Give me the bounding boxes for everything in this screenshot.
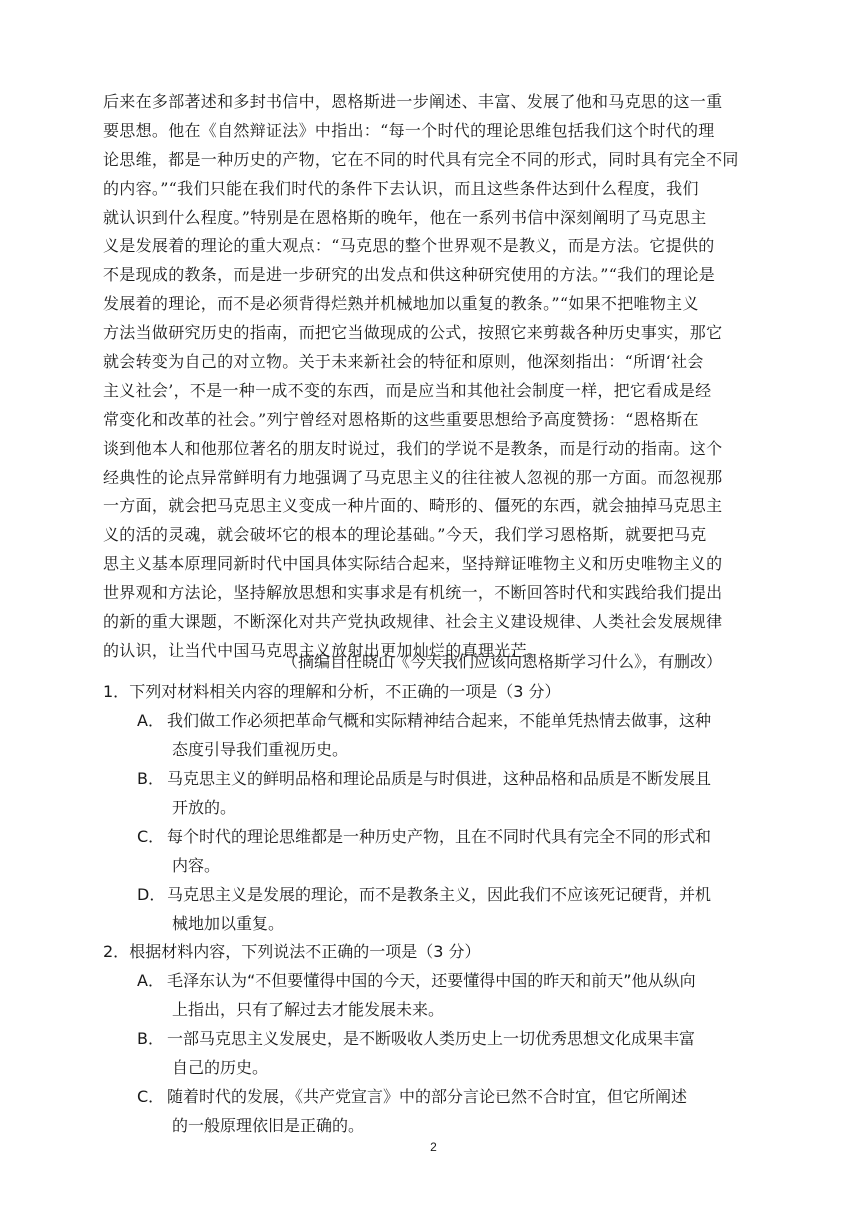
option-letter: A． bbox=[137, 971, 164, 990]
passage-line: 思主义基本原理同新时代中国具体实际结合起来，坚持辩证唯物主义和历史唯物主义的 bbox=[103, 554, 723, 574]
passage-line: 的新的重大课题，不断深化对共产党执政规律、社会主义建设规律、人类社会发展规律 bbox=[103, 612, 723, 632]
question-stem bbox=[103, 678, 783, 706]
question-number: 1． bbox=[103, 682, 130, 701]
option-b bbox=[137, 764, 783, 822]
option-text: 马克思主义的鲜明品格和理论品质是与时俱进，这种品格和品质是不断发展且 bbox=[167, 769, 712, 788]
passage-line: 的内容。”“我们只能在我们时代的条件下去认识，而且这些条件达到什么程度，我们 bbox=[103, 178, 699, 198]
page-number: 2 bbox=[430, 1140, 437, 1154]
option-c bbox=[137, 822, 783, 880]
questions-section bbox=[103, 678, 783, 1140]
option-text-continued: 开放的。 bbox=[172, 798, 237, 817]
option-a bbox=[137, 966, 783, 1024]
passage-line: 谈到他本人和他那位著名的朋友时说过，我们的学说不是教条，而是行动的指南。这个 bbox=[103, 438, 723, 458]
passage-line: 一方面，就会把马克思主义变成一种片面的、畸形的、僵死的东西，就会抽掉马克思主 bbox=[103, 496, 723, 516]
option-text-continued: 内容。 bbox=[172, 856, 221, 875]
option-c bbox=[137, 1082, 783, 1140]
option-letter: D． bbox=[137, 885, 166, 904]
passage-line: 的认识，让当代中国马克思主义放射出更加灿烂的真理光芒。 bbox=[103, 640, 544, 660]
passage-line: 义是发展着的理论的重大观点：“马克思的整个世界观不是教义，而是方法。它提供的 bbox=[103, 236, 715, 256]
option-text-continued: 上指出，只有了解过去才能发展未来。 bbox=[172, 1000, 445, 1019]
option-letter: B． bbox=[137, 769, 164, 788]
option-text-continued: 械地加以重复。 bbox=[172, 914, 285, 933]
option-b bbox=[137, 1024, 783, 1082]
option-a bbox=[137, 706, 783, 764]
passage-line: 不是现成的教条，而是进一步研究的出发点和供这种研究使用的方法。”“我们的理论是 bbox=[103, 265, 716, 285]
passage-line: 要思想。他在《自然辩证法》中指出：“每一个时代的理论思维包括我们这个时代的理 bbox=[103, 120, 715, 140]
option-letter: C． bbox=[137, 827, 165, 846]
passage-line: 主义社会’，不是一种一成不变的东西，而是应当和其他社会制度一样，把它看成是经 bbox=[103, 380, 712, 400]
option-text-continued: 态度引导我们重视历史。 bbox=[172, 740, 349, 759]
passage-line: 义的活的灵魂，就会破坏它的根本的理论基础。”今天，我们学习恩格斯，就要把马克 bbox=[103, 525, 707, 545]
option-d bbox=[137, 880, 783, 938]
source-citation: （摘编自任晓山《今天我们应该向恩格斯学习什么》，有删改） bbox=[282, 652, 723, 671]
question-stem bbox=[103, 938, 783, 966]
option-text: 毛泽东认为“不但要懂得中国的今天，还要懂得中国的昨天和前天”他从纵向 bbox=[167, 971, 696, 990]
passage-line: 就会转变为自己的对立物。关于未来新社会的特征和原则，他深刻指出：“所谓‘社会 bbox=[103, 352, 704, 372]
passage-line: 就认识到什么程度。”特别是在恩格斯的晚年，他在一系列书信中深刻阐明了马克思主 bbox=[103, 207, 707, 227]
option-text: 随着时代的发展，《共产党宣言》中的部分言论已然不合时宜，但它所阐述 bbox=[167, 1087, 688, 1106]
option-text: 每个时代的理论思维都是一种历史产物，且在不同时代具有完全不同的形式和 bbox=[167, 827, 712, 846]
passage-line: 常变化和改革的社会。”列宁曾经对恩格斯的这些重要思想给予高度赞扬：“恩格斯在 bbox=[103, 409, 699, 429]
passage-text bbox=[103, 88, 769, 666]
option-text: 我们做工作必须把革命气概和实际精神结合起来，不能单凭热情去做事，这种 bbox=[167, 711, 712, 730]
option-text: 马克思主义是发展的理论，而不是教条主义，因此我们不应该死记硬背，并机 bbox=[167, 885, 712, 904]
question-text: 下列对材料相关内容的理解和分析，不正确的一项是（3 分） bbox=[129, 682, 561, 701]
question-text: 根据材料内容，下列说法不正确的一项是（3 分） bbox=[129, 942, 481, 961]
question-1 bbox=[103, 678, 783, 938]
passage-line: 经典性的论点异常鲜明有力地强调了马克思主义的往往被人忽视的那一方面。而忽视那 bbox=[103, 467, 723, 487]
passage-line: 论思维，都是一种历史的产物，它在不同的时代具有完全不同的形式，同时具有完全不同 bbox=[103, 149, 739, 169]
option-letter: B． bbox=[137, 1029, 164, 1048]
passage-line: 发展着的理论，而不是必须背得烂熟并机械地加以重复的教条。”“如果不把唯物主义 bbox=[103, 294, 699, 314]
option-text: 一部马克思主义发展史，是不断吸收人类历史上一切优秀思想文化成果丰富 bbox=[167, 1029, 696, 1048]
option-letter: A． bbox=[137, 711, 164, 730]
question-number: 2． bbox=[103, 942, 130, 961]
option-letter: C． bbox=[137, 1087, 165, 1106]
passage-line: 方法当做研究历史的指南，而把它当做现成的公式，按照它来剪裁各种历史事实，那它 bbox=[103, 323, 723, 343]
passage-line: 后来在多部著述和多封书信中，恩格斯进一步阐述、丰富、发展了他和马克思的这一重 bbox=[103, 92, 723, 111]
option-text-continued: 自己的历史。 bbox=[172, 1058, 269, 1077]
question-2 bbox=[103, 938, 783, 1140]
option-text-continued: 的一般原理依旧是正确的。 bbox=[172, 1116, 365, 1135]
passage-line: 世界观和方法论，坚持解放思想和实事求是有机统一，不断回答时代和实践给我们提出 bbox=[103, 583, 723, 603]
